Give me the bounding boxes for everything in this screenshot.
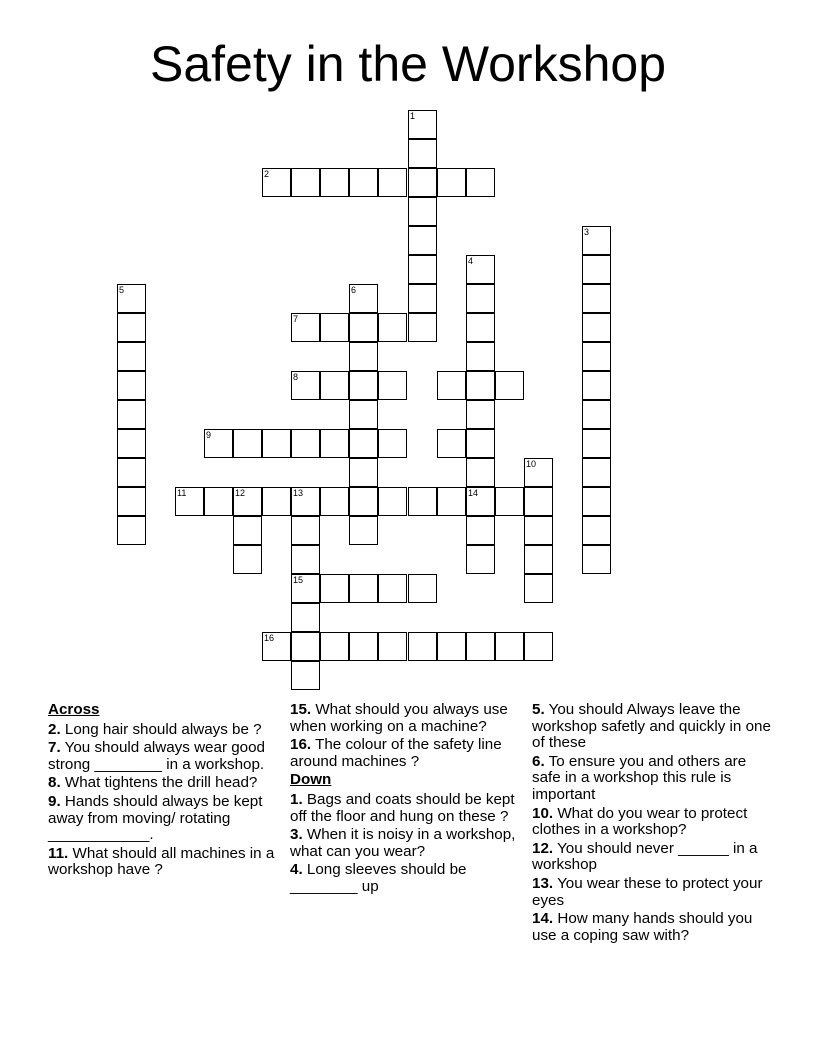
crossword-cell[interactable] xyxy=(349,371,378,400)
crossword-cell[interactable] xyxy=(437,371,466,400)
crossword-cell[interactable] xyxy=(349,487,378,516)
crossword-cell[interactable] xyxy=(233,429,262,458)
clue-text: How many hands should you use a coping saw with? xyxy=(532,910,753,944)
crossword-cell[interactable] xyxy=(349,632,378,661)
cell-number: 4 xyxy=(468,256,474,266)
clue-number: 14. xyxy=(532,910,554,928)
clue-down-5 xyxy=(532,702,772,752)
crossword-cell[interactable] xyxy=(233,516,262,545)
clue-down-6 xyxy=(532,754,772,804)
clue-text: You should Always leave the workshop safetly and quickly in one of these xyxy=(532,701,771,752)
cell-number: 10 xyxy=(526,459,537,469)
crossword-cell[interactable] xyxy=(408,574,437,603)
crossword-cell[interactable] xyxy=(117,516,146,545)
clue-down-1 xyxy=(290,792,522,825)
crossword-cell[interactable] xyxy=(291,487,320,516)
clue-text: The colour of the safety line around machines ? xyxy=(290,736,502,770)
crossword-cell[interactable] xyxy=(582,545,611,574)
crossword-cell[interactable] xyxy=(582,429,611,458)
crossword-cell[interactable] xyxy=(349,429,378,458)
crossword-cell[interactable] xyxy=(524,487,553,516)
crossword-cell[interactable] xyxy=(320,574,349,603)
crossword-cell[interactable] xyxy=(378,313,407,342)
crossword-cell[interactable] xyxy=(117,429,146,458)
crossword-cell[interactable] xyxy=(320,632,349,661)
crossword-cell[interactable] xyxy=(466,255,495,284)
clue-down-14 xyxy=(532,911,772,944)
crossword-cell[interactable] xyxy=(408,313,437,342)
clue-text: You wear these to protect your eyes xyxy=(532,874,763,909)
crossword-cell[interactable] xyxy=(349,574,378,603)
crossword-cell[interactable] xyxy=(117,458,146,487)
clue-number: 4. xyxy=(290,861,303,879)
crossword-cell[interactable] xyxy=(117,284,146,313)
crossword-cell[interactable] xyxy=(233,487,262,516)
crossword-cell[interactable] xyxy=(582,342,611,371)
crossword-cell[interactable] xyxy=(437,487,466,516)
crossword-cell[interactable] xyxy=(349,284,378,313)
crossword-cell[interactable] xyxy=(466,284,495,313)
cell-number: 3 xyxy=(584,227,590,237)
clue-number: 11. xyxy=(48,844,69,862)
crossword-cell[interactable] xyxy=(349,516,378,545)
crossword-cell[interactable] xyxy=(466,487,495,516)
crossword-cell[interactable] xyxy=(582,400,611,429)
crossword-cell[interactable] xyxy=(466,168,495,197)
crossword-cell[interactable] xyxy=(175,487,204,516)
clue-across-11 xyxy=(48,846,280,879)
crossword-cell[interactable] xyxy=(291,545,320,574)
clue-text: What do you wear to protect clothes in a workshop? xyxy=(532,804,748,839)
clue-text: What should you always use when working on a machine? xyxy=(290,701,508,735)
across-heading: Across xyxy=(48,701,100,718)
crossword-cell[interactable] xyxy=(437,632,466,661)
crossword-cell[interactable] xyxy=(466,342,495,371)
page-title: Safety in the Workshop xyxy=(149,36,666,92)
crossword-cell[interactable] xyxy=(378,487,407,516)
clue-number: 2. xyxy=(48,720,61,738)
crossword-cell[interactable] xyxy=(437,429,466,458)
clue-number: 8. xyxy=(48,774,61,792)
cell-number: 16 xyxy=(264,633,275,643)
clue-number: 13. xyxy=(532,874,554,892)
clue-number: 1. xyxy=(290,790,303,808)
crossword-cell[interactable] xyxy=(204,429,233,458)
clue-number: 7. xyxy=(48,739,61,757)
crossword-cell[interactable] xyxy=(378,371,407,400)
crossword-cell[interactable] xyxy=(466,313,495,342)
crossword-cell[interactable] xyxy=(582,516,611,545)
clues-column-3 xyxy=(532,702,772,946)
clue-text: When it is noisy in a workshop, what can you wear? xyxy=(290,826,516,860)
crossword-cell[interactable] xyxy=(524,458,553,487)
cell-number: 5 xyxy=(119,285,125,295)
crossword-cell[interactable] xyxy=(378,168,407,197)
clue-across-16 xyxy=(290,737,522,770)
crossword-cell[interactable] xyxy=(349,313,378,342)
clue-number: 16. xyxy=(290,736,312,754)
crossword-cell[interactable] xyxy=(582,487,611,516)
crossword-cell[interactable] xyxy=(291,168,320,197)
crossword-cell[interactable] xyxy=(524,632,553,661)
clue-across-15 xyxy=(290,702,522,735)
crossword-cell[interactable] xyxy=(466,400,495,429)
clues-column-2 xyxy=(290,702,522,898)
cell-number: 14 xyxy=(468,488,479,498)
clue-across-8 xyxy=(48,775,280,792)
clue-down-13 xyxy=(532,876,772,909)
crossword-cell[interactable] xyxy=(466,458,495,487)
cell-number: 7 xyxy=(293,314,299,324)
crossword-cell[interactable] xyxy=(408,139,437,168)
crossword-cell[interactable] xyxy=(378,632,407,661)
clue-text: Hands should always be kept away from moving/ rotating ____________. xyxy=(48,792,263,844)
crossword-cell[interactable] xyxy=(262,632,291,661)
crossword-cell[interactable] xyxy=(582,226,611,255)
clue-text: What should all machines in a workshop have ? xyxy=(48,844,275,879)
clue-text: What tightens the drill head? xyxy=(60,774,258,792)
crossword-cell[interactable] xyxy=(117,371,146,400)
crossword-cell[interactable] xyxy=(495,487,524,516)
clue-number: 5. xyxy=(532,701,545,718)
crossword-cell[interactable] xyxy=(349,400,378,429)
crossword-cell[interactable] xyxy=(582,313,611,342)
clue-text: To ensure you and others are safe in a workshop this rule is important xyxy=(532,752,747,803)
crossword-cell[interactable] xyxy=(408,632,437,661)
crossword-cell[interactable] xyxy=(437,168,466,197)
crossword-cell[interactable] xyxy=(349,342,378,371)
crossword-cell[interactable] xyxy=(291,313,320,342)
clue-down-12 xyxy=(532,841,772,874)
cell-number: 9 xyxy=(206,430,212,440)
clue-across-7 xyxy=(48,740,280,773)
crossword-cell[interactable] xyxy=(320,168,349,197)
crossword-cell[interactable] xyxy=(495,371,524,400)
crossword-cell[interactable] xyxy=(320,487,349,516)
clue-number: 3. xyxy=(290,826,303,844)
clue-down-10 xyxy=(532,806,772,839)
crossword-cell[interactable] xyxy=(466,429,495,458)
down-heading: Down xyxy=(290,771,332,789)
crossword-cell[interactable] xyxy=(291,574,320,603)
crossword-cell[interactable] xyxy=(291,371,320,400)
clue-text: You should never ______ in a workshop xyxy=(532,839,758,874)
crossword-cell[interactable] xyxy=(320,429,349,458)
crossword-cell[interactable] xyxy=(582,458,611,487)
crossword-cell[interactable] xyxy=(408,284,437,313)
clue-across-9 xyxy=(48,794,280,844)
clue-down-4 xyxy=(290,862,522,895)
crossword-cell[interactable] xyxy=(117,313,146,342)
clue-number: 6. xyxy=(532,752,545,770)
clue-text: Long sleeves should be ________ up xyxy=(290,861,467,895)
crossword-cell[interactable] xyxy=(262,168,291,197)
crossword-cell[interactable] xyxy=(408,487,437,516)
clue-text: You should always wear good strong ________ in a workshop. xyxy=(48,739,266,773)
clue-number: 9. xyxy=(48,792,61,810)
crossword-cell[interactable] xyxy=(262,487,291,516)
clue-number: 10. xyxy=(532,804,554,822)
cell-number: 15 xyxy=(293,575,304,585)
clue-down-3 xyxy=(290,827,522,860)
crossword-cell[interactable] xyxy=(524,545,553,574)
clue-text: Long hair should always be ? xyxy=(60,720,262,738)
clue-text: Bags and coats should be kept off the floor and hung on these ? xyxy=(290,790,515,825)
crossword-cell[interactable] xyxy=(408,226,437,255)
crossword-cell[interactable] xyxy=(291,661,320,690)
crossword-cell[interactable] xyxy=(349,458,378,487)
crossword-cell[interactable] xyxy=(204,487,233,516)
crossword-cell[interactable] xyxy=(408,168,437,197)
crossword-cell[interactable] xyxy=(524,516,553,545)
crossword-cell[interactable] xyxy=(320,371,349,400)
crossword-cell[interactable] xyxy=(408,110,437,139)
crossword-cell[interactable] xyxy=(291,603,320,632)
crossword-cell[interactable] xyxy=(466,545,495,574)
cell-number: 13 xyxy=(293,488,304,498)
crossword-cell[interactable] xyxy=(408,197,437,226)
crossword-cell[interactable] xyxy=(466,371,495,400)
crossword-cell[interactable] xyxy=(582,371,611,400)
crossword-cell[interactable] xyxy=(262,429,291,458)
clue-number: 15. xyxy=(290,701,312,718)
cell-number: 12 xyxy=(235,488,246,498)
crossword-cell[interactable] xyxy=(291,516,320,545)
crossword-cell[interactable] xyxy=(378,574,407,603)
clue-number: 12. xyxy=(532,839,554,857)
crossword-cell[interactable] xyxy=(378,429,407,458)
crossword-cell[interactable] xyxy=(408,255,437,284)
cell-number: 11 xyxy=(177,488,187,498)
clues-column-1 xyxy=(48,702,280,881)
crossword-cell[interactable] xyxy=(582,284,611,313)
cell-number: 2 xyxy=(264,169,270,179)
crossword-cell[interactable] xyxy=(117,400,146,429)
crossword-cell[interactable] xyxy=(466,632,495,661)
crossword-cell[interactable] xyxy=(233,545,262,574)
clue-across-2 xyxy=(48,722,280,739)
crossword-cell[interactable] xyxy=(349,168,378,197)
crossword-cell[interactable] xyxy=(466,516,495,545)
crossword-cell[interactable] xyxy=(495,632,524,661)
crossword-cell[interactable] xyxy=(524,574,553,603)
crossword-cell[interactable] xyxy=(291,429,320,458)
crossword-cell[interactable] xyxy=(117,342,146,371)
cell-number: 8 xyxy=(293,372,299,382)
crossword-cell[interactable] xyxy=(582,255,611,284)
cell-number: 6 xyxy=(351,285,357,295)
crossword-cell[interactable] xyxy=(117,487,146,516)
cell-number: 1 xyxy=(410,111,416,121)
crossword-cell[interactable] xyxy=(320,313,349,342)
crossword-cell[interactable] xyxy=(291,632,320,661)
